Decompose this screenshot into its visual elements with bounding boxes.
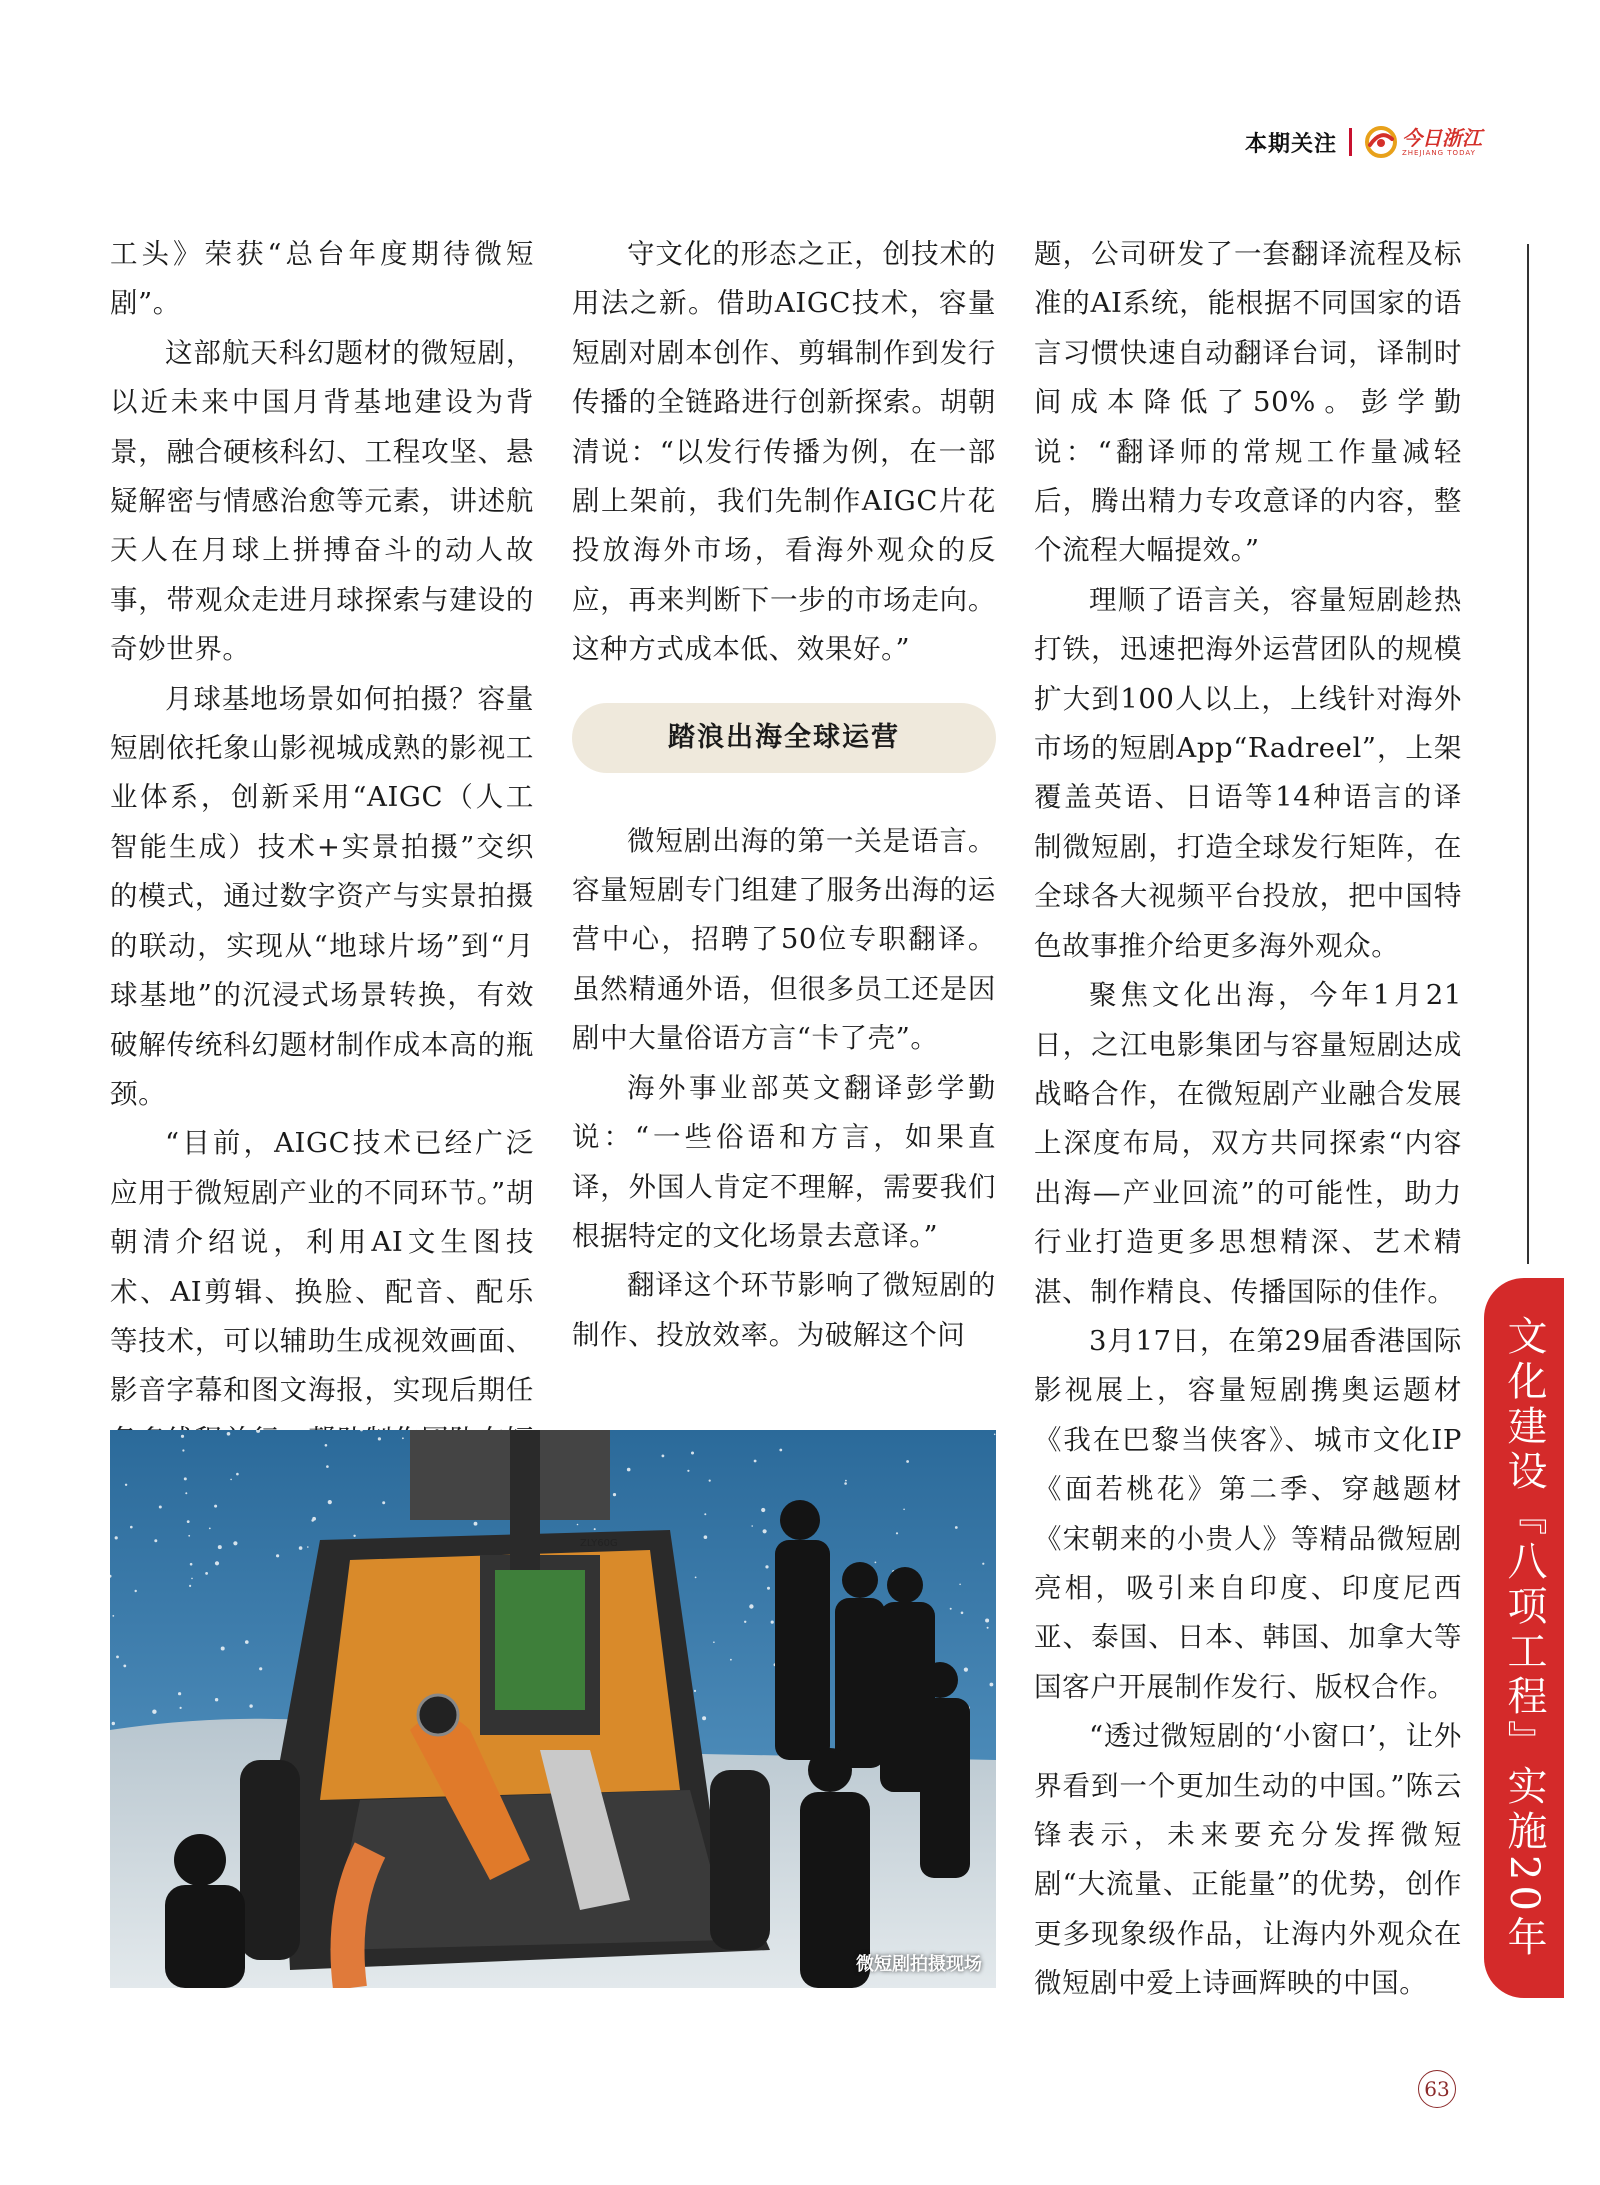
star-dot xyxy=(702,1716,706,1720)
star-dot xyxy=(964,1668,968,1672)
star-dot xyxy=(353,1535,355,1537)
star-dot xyxy=(875,1562,877,1564)
star-dot xyxy=(178,1692,181,1695)
star-dot xyxy=(190,1563,193,1566)
paragraph: 题，公司研发了一套翻译流程及标准的AI系统，能根据不同国家的语言习惯快速自动翻译台词，译制时间成本降低了50%。彭学勤说：“翻译师的常规工作量减轻后，腾出精力专攻意译的内容，整个流程大幅提效。” xyxy=(1034,238,1462,567)
star-dot xyxy=(754,1460,757,1463)
star-dot xyxy=(906,1460,909,1463)
star-dot xyxy=(227,1432,231,1436)
star-dot xyxy=(730,1659,732,1661)
star-dot xyxy=(955,1526,958,1529)
star-dot xyxy=(474,1522,478,1526)
star-dot xyxy=(382,1501,385,1504)
star-dot xyxy=(180,1707,182,1709)
paragraph: 微短剧出海的第一关是语言。容量短剧专门组建了服务出海的运营中心，招聘了50位专职翻译。虽然精通外语，但很多员工还是因剧中大量俗语方言“卡了壳”。 xyxy=(572,824,996,1055)
star-dot xyxy=(159,1506,162,1509)
star-dot xyxy=(189,1585,191,1587)
vehicle-label: ZLY60G xyxy=(580,1538,618,1549)
star-dot xyxy=(713,1641,715,1643)
paragraph: 理顺了语言关，容量短剧趁热打铁，迅速把海外运营团队的规模扩大到100人以上，上线针对海外市场的短剧App“Radreel”，上架覆盖英语、日语等14种语言的译制微短剧，打造全球发行矩阵，在全球各大视频平台投放，把中国特色故事推介给更多海外观众。 xyxy=(1034,583,1462,962)
paragraph: “目前，AIGC技术已经广泛应用于微短剧产业的不同环节。”胡朝清介绍说，利用AI文生图技术、AI剪辑、换脸、配音、配乐等技术，可以辅助生成视效画面、影音字幕和图文海报，实现后期任 xyxy=(110,1127,534,1407)
star-dot xyxy=(181,1435,184,1438)
star-dot xyxy=(744,1621,746,1623)
section-heading: 踏浪出海全球运营 xyxy=(572,703,996,773)
star-dot xyxy=(325,1444,328,1447)
section-label: 本期关注 xyxy=(1244,131,1337,157)
series-side-tab xyxy=(1484,1278,1564,1998)
star-dot xyxy=(187,1520,190,1523)
star-dot xyxy=(123,1665,126,1668)
star-dot xyxy=(961,1612,964,1615)
star-dot xyxy=(594,1528,596,1530)
star-dot xyxy=(751,1525,753,1527)
paragraph: 聚焦文化出海，今年1月21日，之江电影集团与容量短剧达成战略合作，在微短剧产业融合发展上深度布局，双方共同探索“内容出海—产业回流”的可能性，助力行业打造更多思想精深、艺术精湛、制作精良、传播国际的佳作。 xyxy=(1034,979,1462,1308)
star-dot xyxy=(903,1509,905,1511)
star-dot xyxy=(236,1473,239,1476)
star-dot xyxy=(188,1535,190,1537)
star-dot xyxy=(276,1554,279,1557)
star-dot xyxy=(950,1608,952,1610)
star-dot xyxy=(662,1455,665,1458)
star-dot xyxy=(694,1690,696,1692)
series-title: 文化建设『八项工程』实施20年 xyxy=(1501,1315,1547,1961)
star-dot xyxy=(259,1667,262,1670)
paragraph: 这部航天科幻题材的微短剧，以近未来中国月背基地建设为背景，融合硬核科幻、工程攻坚、悬疑解密与情感治愈等元素，讲述航天人在月球上拼搏奋斗的动人故事，带观众走进月球探索与建设的奇妙世界。 xyxy=(110,336,534,666)
star-dot xyxy=(577,1524,579,1526)
article-column-1 xyxy=(110,230,534,1515)
logo-english: ZHEJIANG TODAY xyxy=(1402,148,1476,157)
star-dot xyxy=(990,1683,994,1687)
star-dot xyxy=(987,1627,989,1629)
paragraph: 海外事业部英文翻译彭学勤说：“一些俗语和方言，如果直译，外国人肯定不理解，需要我们根据特定的文化场景去意译。” xyxy=(572,1071,996,1252)
star-dot xyxy=(959,1584,961,1586)
star-dot xyxy=(771,1621,774,1624)
star-dot xyxy=(221,1647,225,1651)
star-dot xyxy=(779,1449,782,1452)
star-dot xyxy=(112,1722,115,1725)
paragraph: “透过微短剧的‘小窗口’，让外界看到一个更加生动的中国。”陈云锋表示，未来要充分发挥微短剧“大流量、正能量”的优势，创作更多现象级作品，让海内外观众在微短剧中爱上诗画辉映的中国。 xyxy=(1034,1720,1462,2000)
star-dot xyxy=(687,1470,689,1472)
star-dot xyxy=(230,1479,232,1481)
star-dot xyxy=(209,1528,211,1530)
star-dot xyxy=(116,1656,119,1659)
star-dot xyxy=(695,1577,697,1579)
star-dot xyxy=(402,1437,404,1439)
star-dot xyxy=(311,1519,314,1522)
star-dot xyxy=(985,1619,989,1623)
page-number: 63 xyxy=(1418,2070,1456,2108)
star-dot xyxy=(130,1526,133,1529)
paragraph: 守文化的形态之正，创技术的用法之新。借助AIGC技术，容量短剧对剧本创作、剪辑制作到发行传播的全链路进行创新探索。胡朝清说：“以发行传播为例，在一部剧上架前，我们先制作AIGC片花投放海外市场，看海外观众的反应，再来判断下一步的市场走向。这种方式成本低、效果好。” xyxy=(572,238,996,666)
star-dot xyxy=(328,1500,332,1504)
article-column-2 xyxy=(572,230,996,1360)
star-dot xyxy=(691,1452,694,1455)
star-dot xyxy=(185,1492,187,1494)
star-dot xyxy=(182,1449,184,1451)
star-dot xyxy=(613,1493,616,1496)
star-dot xyxy=(844,1482,847,1485)
paragraph: 翻译这个环节影响了微短剧的制作、投放效率。为破解这个问 xyxy=(572,1269,996,1351)
star-dot xyxy=(205,1572,208,1575)
star-dot xyxy=(184,1477,187,1480)
star-dot xyxy=(245,1640,249,1644)
star-dot xyxy=(233,1541,237,1545)
star-dot xyxy=(115,1536,118,1539)
star-dot xyxy=(215,1561,219,1565)
paragraph: 3月17日，在第29届香港国际影视展上，容量短剧携奥运题材《我在巴黎当侠客》、城市文化IP《面若桃花》第二季、穿越题材《宋朝来的小贵人》等精品微短剧亮相，吸引来自印度、印度尼西亚、泰国、日本、韩国、加拿大等国客户开展制作发行、版权合作。 xyxy=(1034,1324,1462,1703)
star-dot xyxy=(307,1546,309,1548)
star-dot xyxy=(152,1710,156,1714)
star-dot xyxy=(135,1590,137,1592)
magazine-logo xyxy=(1364,125,1482,159)
paragraph: 工头》荣获“总台年度期待微短剧”。 xyxy=(110,238,534,320)
star-dot xyxy=(326,1465,329,1468)
star-dot xyxy=(845,1480,847,1482)
logo-chinese: 今日浙江 xyxy=(1402,125,1482,150)
header-divider xyxy=(1349,128,1352,156)
star-dot xyxy=(378,1437,381,1440)
filming-scene-photo xyxy=(110,1430,996,1988)
star-dot xyxy=(125,1484,127,1486)
star-dot xyxy=(896,1532,898,1534)
article-column-3 xyxy=(1034,230,1462,2009)
star-dot xyxy=(994,1434,996,1436)
star-dot xyxy=(112,1615,114,1617)
star-dot xyxy=(749,1604,753,1608)
star-dot xyxy=(982,1563,984,1565)
star-dot xyxy=(214,1505,217,1508)
star-dot xyxy=(218,1545,222,1549)
star-dot xyxy=(763,1529,767,1533)
star-dot xyxy=(215,1698,218,1701)
star-dot xyxy=(154,1539,157,1542)
star-dot xyxy=(704,1513,706,1515)
photo-caption: 微短剧拍摄现场 xyxy=(856,1954,982,1975)
star-dot xyxy=(761,1508,765,1512)
star-dot xyxy=(191,1578,193,1580)
star-dot xyxy=(704,1535,708,1539)
star-dot xyxy=(765,1565,768,1568)
star-dot xyxy=(709,1480,711,1482)
logo-swirl-icon xyxy=(1364,125,1398,159)
star-dot xyxy=(249,1704,252,1707)
star-dot xyxy=(767,1587,770,1590)
paragraph: 月球基地场景如何拍摄？容量短剧依托象山影视城成熟的影视工业体系，创新采用“AIGC（人工智能生成）技术+实景拍摄”交织的模式，通过数字资产与实景拍摄的联动，实现从“地球片场”到“月球基地”的沉浸式场景转换，有效破解传统科幻题材制作成本高的瓶颈。 xyxy=(110,682,534,1110)
page-header xyxy=(1245,118,1482,166)
star-dot xyxy=(299,1546,303,1550)
side-vertical-rule xyxy=(1527,244,1529,1264)
star-dot xyxy=(627,1468,631,1472)
